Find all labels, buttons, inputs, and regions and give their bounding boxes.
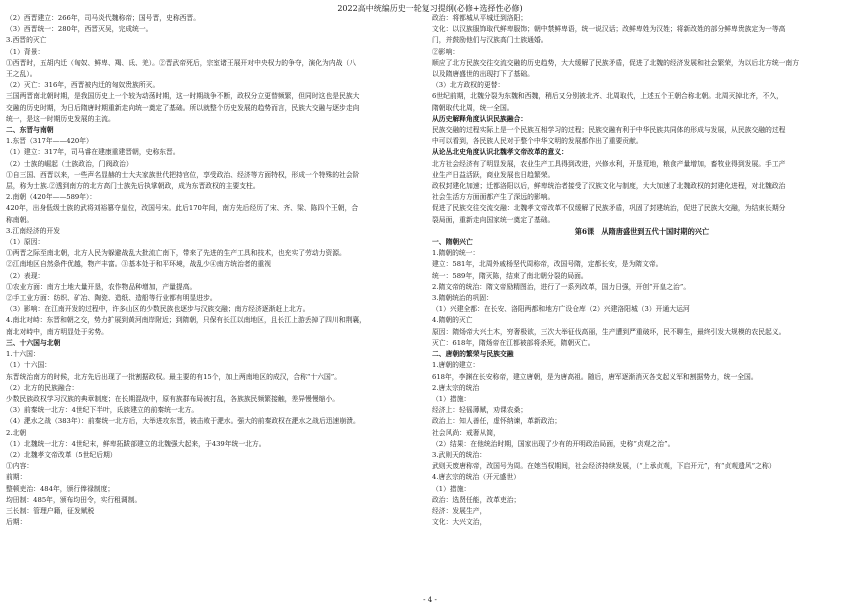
text-line: 4.隋朝的灭亡 [432, 316, 473, 325]
text-line: 统一：589年，隋灭陈，结束了南北朝分裂的局面。 [432, 271, 588, 280]
text-line: （3）前秦统一北方：4世纪下半叶，氐族建立的前秦统一北方。 [6, 406, 199, 415]
text-line: 三长制：管理户籍，征发赋税 [6, 506, 95, 515]
text-line: 社会风尚：戒奢从简， [432, 428, 500, 437]
text-line: 民族交融的过程实际上是一个民族互相学习的过程；民族交融有利于中华民族共同体的形成与发展，从民族交融的过程 [432, 126, 786, 135]
text-line: 称南朝。 [6, 215, 34, 224]
text-line: 整顿吏治：484年，颁行俸禄制度； [6, 484, 115, 493]
text-line: 政治：选贤任能，改革吏治； [432, 495, 521, 504]
text-line: 2.南朝（420年——589年）： [6, 193, 97, 202]
text-line: （2）灭亡：316年，西晋被内迁的匈奴贵族所灭。 [6, 81, 160, 90]
text-line: （1）兴建全都：在长安、洛阳两都和地方广设仓库（2）兴建洛阳城（3）开通大运河 [432, 305, 690, 314]
text-line: 1.隋朝的统一： [432, 249, 480, 258]
text-line: （1）背景： [6, 47, 45, 56]
lesson-title: 第6课 从隋唐盛世到五代十国时期的兴亡 [574, 226, 710, 236]
section-heading: 三、十六国与北朝 [6, 338, 61, 347]
text-line: 门，并鼓励他们与汉族高门士族通婚。 [432, 36, 548, 45]
text-line: 少数民族政权学习汉族的典章制度；在长期混战中，原有族群布局被打乱，各族族民频繁接触，差异慢慢缩小。 [6, 394, 340, 403]
text-line: 政治：将都城从平城迁到洛阳； [432, 14, 528, 22]
text-line: （1）北魏统一北方：4世纪末，鲜卑拓跋部建立的北魏强大起来，于439年统一北方。 [6, 439, 266, 448]
text-line: ①自三国、西晋以来，一些声名显赫的士大夫家族世代把持官位，享受政治、经济等方面特权，形成一个特殊的社会阶 [6, 170, 360, 179]
text-line: 618年，李渊在长安称帝，建立唐朝，是为唐高祖。随后，唐军逐渐消灭各支起义军和割据势力，统一全国。 [432, 372, 758, 381]
text-line: （2）西晋建立：266年，司马炎代魏称帝；国号晋，史称西晋。 [6, 14, 201, 22]
text-line: 3.武则天的统治： [432, 450, 487, 459]
text-line: 层，称为士族.②透到南方的北方高门士族先后执掌朝政，成为东晋政权的主要支柱。 [6, 182, 260, 191]
text-line: 促进了民族交往交流交融：北魏孝文帝改革不仅缓解了民族矛盾，巩固了封建统治，促进了民族大交融，为结束长期分 [432, 204, 786, 213]
text-line: 3.江南经济的开发 [6, 226, 61, 235]
text-line: 原因：隋炀帝大兴土木，穷奢极欲，三次大举征伐高丽，生产遭到严重破坏，民不聊生，最终引发大规模的农民起义。 [432, 327, 786, 336]
text-line: 2.唐太宗的统治 [432, 383, 480, 392]
text-line: 建立：581年，北周外戚杨坚代周称帝，改国号隋，定都长安，是为隋文帝。 [432, 260, 663, 269]
text-line: ①西晋时，五胡内迁（匈奴、鲜卑、羯、氐、羌）。②晋武帝死后，宗室诸王展开对中央权力的争夺，演化为内战（八 [6, 58, 357, 67]
text-line: （2）北方的民族融合： [6, 383, 79, 392]
section-heading: 从论丛北史角度认识北魏孝文帝改革的意义： [432, 148, 568, 157]
text-line: （3）北方政权的更替： [432, 81, 505, 90]
text-line: （1）措施： [432, 484, 471, 493]
text-line: 交融的历史时期，为日后隋唐时期重新走向统一奠定了基础。所以就整个历史发展的趋势而言，民族大交融与逐步走向 [6, 103, 360, 112]
text-line: 经济：发展生产， [432, 506, 487, 515]
left-column [6, 13, 420, 528]
text-line: 业生产日益活跃，商业发展也日趋繁荣。 [432, 170, 555, 179]
text-line: 420年，出身低级士族的武将刘裕篡夺皇位，改国号宋。此后170年间，南方先后经历了宋、齐、梁、陈四个王朝，合 [6, 204, 359, 213]
section-heading: 二、东晋与南朝 [6, 126, 54, 135]
text-line: （1）原因： [6, 238, 45, 247]
text-line: 三国两晋南北朝时期，是我国历史上一个较为动荡时期，这一时期战争不断，政权分立更替频繁，但同时这也是民族大 [6, 92, 360, 101]
text-line: ①两晋之际至南北朝，北方人民为躲避战乱大批流亡南下，带来了先进的生产工具和技术，也充实了劳动力资源。 [6, 249, 346, 258]
text-line: 前期： [6, 473, 27, 482]
text-line: （2）士族的崛起（士族政治，门阀政治） [6, 159, 133, 168]
text-line: （1）十六国： [6, 361, 52, 370]
text-line: 王之乱）。 [6, 70, 37, 79]
text-line: 均田制：485年，颁布均田令，实行租调制。 [6, 495, 142, 504]
text-line: 南北对峙中，南方明显处于劣势。 [6, 327, 108, 336]
text-line: 社会生活方方面面都产生了深远的影响。 [432, 193, 555, 202]
text-line: （2）北魏孝文帝改革（5世纪后期） [6, 450, 117, 459]
text-line: ①农业方面：南方土地大量开垦，农作物品种增加，产量提高。 [6, 282, 197, 291]
text-line: 1.东晋（317年——420年） [6, 137, 93, 146]
text-line: （3）影响：在江南开发的过程中，许多山区的少数民族也逐步与汉族交融；南方经济逐渐赶上北方。 [6, 305, 310, 314]
right-column [432, 13, 852, 528]
text-line: 裂局面，重新走向国家统一奠定了基础。 [432, 215, 555, 224]
text-line: 后期： [6, 518, 27, 527]
text-line: ②江南地区自然条件优越，物产丰富。③基本处于和平环境，战乱少④南方统治者的重视 [6, 260, 272, 269]
text-line: 统一，是这一时期历史发展的主流。 [6, 114, 115, 123]
page-number: - 4 - [423, 596, 437, 604]
text-line: 以及隋唐盛世的出现打下了基础。 [432, 70, 534, 79]
text-line: 文化：大兴文治， [432, 518, 487, 527]
text-line: （1）措施： [432, 394, 471, 403]
section-heading: 从历史解释角度认识民族融合： [432, 114, 528, 123]
section-heading: 二、唐朝的繁荣与民族交融 [432, 350, 514, 359]
text-line: 北方社会经济有了明显发展，农业生产工具得到改进，兴修水利，开垦荒地，粮食产量增加，畜牧业得到发展。手工产 [432, 159, 786, 168]
section-heading: 一、隋朝兴亡 [432, 238, 473, 247]
page-header: 2022高中统编历史一轮复习提纲(必修+选择性必修) [337, 4, 523, 13]
text-line: 1.十六国： [6, 350, 40, 359]
text-line: 灭亡：618年，隋炀帝在江都被部将杀死，隋朝灭亡。 [432, 338, 595, 347]
text-line: ②手工业方面：纺织、矿冶、陶瓷、造纸、造船等行业都有明显进步。 [6, 294, 217, 303]
text-line: ②影响： [432, 47, 460, 56]
text-line: （1）建立：317年，司马睿在建康重建晋朝，史称东晋。 [6, 148, 180, 157]
text-line: （4）淝水之战（383年）：前秦统一北方后，大举进攻东晋，被击败于淝水。强大的前秦政权在淝水之战后迅速崩溃。 [6, 417, 360, 426]
text-line: 武则天废唐称帝，改国号为周。在她当权期间，社会经济持续发展，（“上承贞观，下启开元”，有“贞观遗风”之称） [432, 462, 776, 471]
text-line: 1.唐朝的建立： [432, 361, 480, 370]
text-line: 3.西晋的灭亡 [6, 36, 47, 45]
text-line: 4.唐玄宗的统治（开元盛世） [432, 473, 521, 482]
text-line: （3）西晋统一：280年，西晋灭吴，完成统一。 [6, 25, 153, 34]
text-line: 顺应了北方民族交往交流交融的历史趋势，大大缓解了民族矛盾，促进了北魏的经济发展和社会繁荣，为以后北方统一南方 [432, 58, 800, 67]
text-line: 政权封建化加速；迁都洛阳以后，鲜卑统治者接受了汉族文化与制度，大大加速了北魏政权的封建化进程，对北魏政治 [432, 182, 786, 191]
text-line: 3.隋朝统治的巩固： [432, 294, 493, 303]
text-line: 6世纪前期，北魏分裂为东魏和西魏，稍后又分别被北齐、北周取代，上述五个王朝合称北朝。北周灭掉北齐，不久， [432, 92, 783, 101]
text-line: （2）表现： [6, 271, 45, 280]
text-line: 隋朝取代北周，统一全国。 [432, 103, 514, 112]
text-line: 2.隋文帝的统治：隋文帝励精图治，进行了一系列改革，国力日强，开创“开皇之治”。 [432, 282, 691, 291]
text-line: ①内容： [6, 462, 34, 471]
text-line: 2.北朝 [6, 428, 27, 437]
text-line: （2）结果：在他统治时期，国家出现了少有的开明政治局面，史称“贞观之治”。 [432, 439, 675, 448]
text-line: 文化：以汉族服饰取代鲜卑服饰；朝中禁鲜卑语，统一说汉话；改鲜卑姓为汉姓；将新改姓的部分鲜卑贵族定为一等高 [432, 25, 786, 34]
text-line: 政治上：知人善任，虚怀纳谏，革新政治； [432, 417, 562, 426]
text-line: 东晋统治南方的时候，北方先后出现了一批割据政权。最主要的有15个，加上两南地区的成汉，合称“十六国”。 [6, 372, 342, 381]
text-line: 经济上：轻徭薄赋，劝课农桑； [432, 406, 528, 415]
text-line: 4.南北对峙：东晋和朝之交，势力扩展到黄河南岸附近；到隋朝，只保有长江以南地区，且长江上游丢掉了四川和荆襄， [6, 316, 366, 325]
text-line: 中可以看到，各民族人民对于整个中华文明的发展都作出了重要贡献。 [432, 137, 643, 146]
